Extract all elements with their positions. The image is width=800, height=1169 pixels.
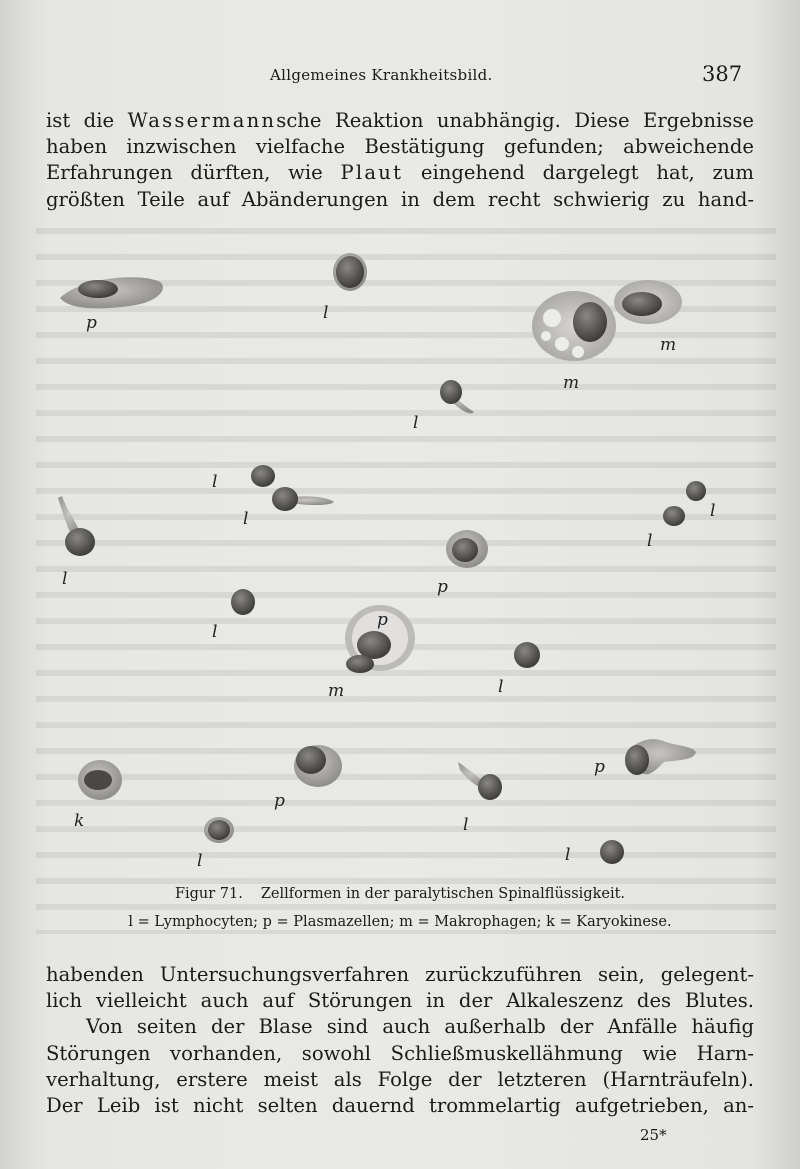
label-p: p [594,757,605,777]
lymphocyte [600,840,624,864]
label-p: p [437,577,448,597]
label-l: l [498,677,504,697]
text-line: verhaltung, erstere meist als Folge der letzteren (Harnträufeln). [46,1067,754,1091]
author-name-wassermann: Wassermann [127,109,277,132]
text-line: größten Teile auf Abänderungen in dem recht schwierig zu hand- [46,187,754,211]
label-m: m [660,335,677,355]
label-p: p [377,610,388,630]
label-l: l [323,303,329,323]
body-text-top [46,108,754,213]
macrophage-cell [614,280,682,324]
lymphocyte [204,817,234,843]
text-line: Der Leib ist nicht selten dauernd trommelartig aufgetrieben, an- [46,1094,754,1118]
label-l: l [463,815,469,835]
lymphocyte [663,506,685,526]
page-number: 387 [702,62,743,86]
label-l: l [243,509,249,529]
lymphocyte [251,465,275,487]
label-l: l [212,472,218,492]
label-l: l [565,845,571,865]
text-line: Von seiten der Blase sind auch außerhalb der Anfälle häufig [86,1015,754,1039]
label-p: p [274,791,285,811]
plasma-cell [625,739,696,775]
lymphocyte [333,253,367,291]
figure-title: Zellformen in der paralytischen Spinalflüssigkeit. [260,886,626,902]
running-title: Allgemeines Krankheitsbild. [270,66,493,84]
label-k: k [74,811,85,831]
label-l: l [62,569,68,589]
plasma-cell [60,277,163,308]
text-line: ist die Wassermannsche Reaktion unabhängig. Diese Ergebnisse [46,109,754,132]
text-line: Störungen vorhanden, sowohl Schließmuskellähmung wie Harn- [46,1041,754,1065]
cell-figure [0,240,800,880]
label-l: l [413,413,419,433]
body-text-bottom [46,962,754,1119]
label-m: m [563,373,580,393]
label-m: m [328,681,345,701]
lymphocyte [686,481,706,501]
printer-signature: 25* [640,1126,667,1144]
figure-legend: l = Lymphocyten; p = Plasmazellen; m = Makrophagen; k = Karyokinese. [128,914,672,930]
figure-number: Figur 71. [174,886,243,902]
karyokinesis-cell [78,760,122,800]
lymphocyte [514,642,540,668]
lymphocyte [231,589,255,615]
label-l: l [710,501,716,521]
label-l: l [212,622,218,642]
lymphocyte [440,380,474,414]
text-line: Erfahrungen dürften, wie Plaut eingehend dargelegt hat, zum [46,161,755,185]
lymphocyte [58,496,95,556]
text-line: haben inzwischen vielfache Bestätigung gefunden; abweichende [46,135,754,159]
figure-caption [0,886,800,902]
label-l: l [647,531,653,551]
lymphocyte [458,762,502,800]
macrophage-cell [532,291,616,361]
label-p: p [86,313,97,333]
author-name-plaut: Plaut [340,161,404,185]
plasma-cell [294,745,342,787]
lymphocyte [272,487,334,511]
label-l: l [197,851,203,871]
text-line: lich vielleicht auch auf Störungen in der Alkaleszenz des Blutes. [46,989,754,1013]
plasma-cell [446,530,488,568]
text-line: habenden Untersuchungsverfahren zurückzuführen sein, gelegent- [46,963,754,986]
